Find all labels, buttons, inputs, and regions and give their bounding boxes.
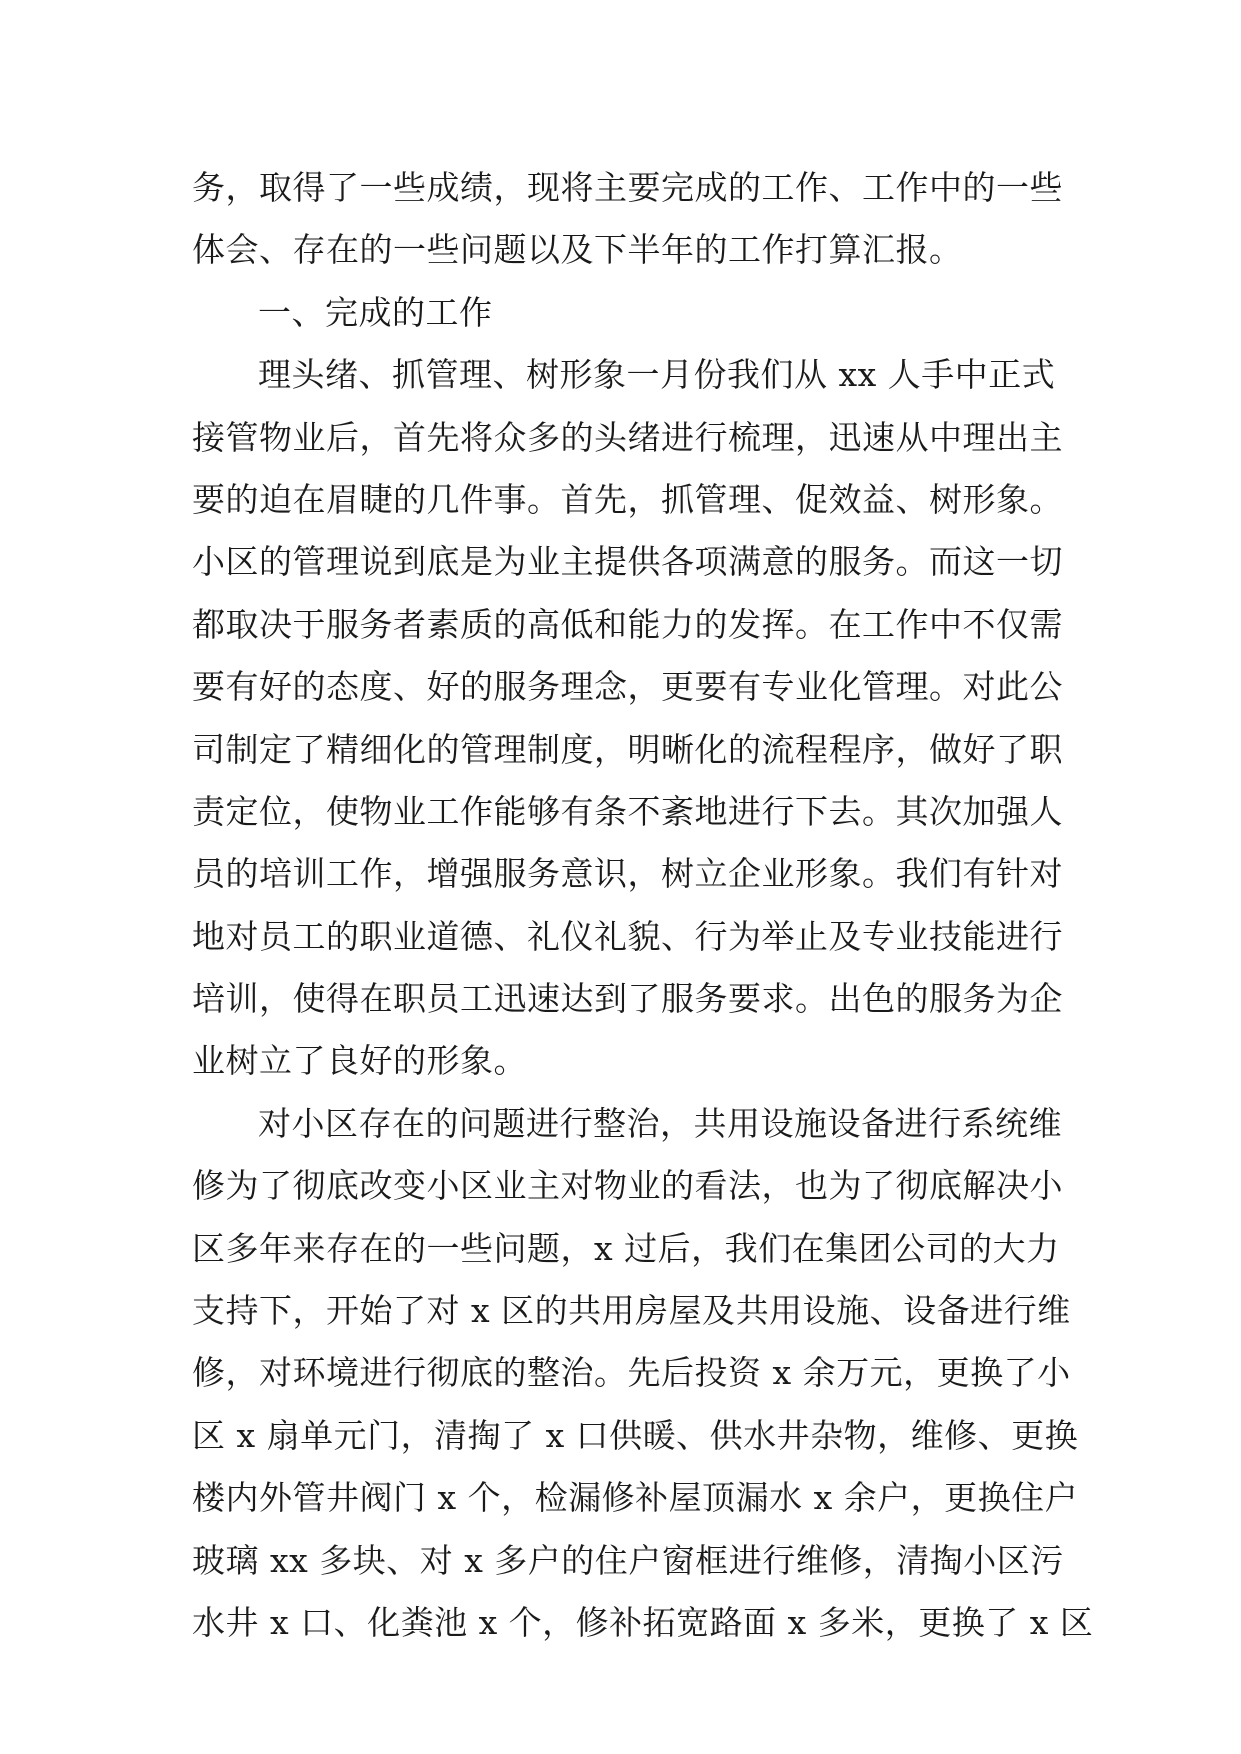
text-line: 区多年来存在的一些问题，x 过后，我们在集团公司的大力 <box>192 1228 1060 1268</box>
text-line: 理头绪、抓管理、树形象一月份我们从 xx 人手中正式 <box>258 355 1056 395</box>
text-line: 员的培训工作，增强服务意识，树立企业形象。我们有针对 <box>192 854 1063 894</box>
text-line: 修，对环境进行彻底的整治。先后投资 x 余万元，更换了小 <box>192 1353 1071 1393</box>
text-line: 区 x 扇单元门，清掏了 x 口供暖、供水井杂物，维修、更换 <box>192 1415 1079 1455</box>
text-line: 体会、存在的一些问题以及下半年的工作打算汇报。 <box>192 230 963 270</box>
text-line: 都取决于服务者素质的高低和能力的发挥。在工作中不仅需 <box>192 604 1063 644</box>
text-line: 司制定了精细化的管理制度，明晰化的流程程序，做好了职 <box>192 729 1063 769</box>
text-line: 楼内外管井阀门 x 个，检漏修补屋顶漏水 x 余户，更换住户 <box>192 1478 1079 1518</box>
text-line: 业树立了良好的形象。 <box>192 1041 527 1081</box>
text-line: 地对员工的职业道德、礼仪礼貌、行为举止及专业技能进行 <box>192 916 1063 956</box>
text-line: 玻璃 xx 多块、对 x 多户的住户窗框进行维修，清掏小区污 <box>192 1540 1064 1580</box>
text-line: 接管物业后，首先将众多的头绪进行梳理，迅速从中理出主 <box>192 417 1063 457</box>
text-line: 培训，使得在职员工迅速达到了服务要求。出色的服务为企 <box>192 979 1063 1019</box>
section-heading: 一、完成的工作 <box>258 292 493 332</box>
text-line: 对小区存在的问题进行整治，共用设施设备进行系统维 <box>258 1103 1062 1143</box>
text-line: 务，取得了一些成绩，现将主要完成的工作、工作中的一些 <box>192 168 1063 207</box>
text-line: 要有好的态度、好的服务理念，更要有专业化管理。对此公 <box>192 667 1063 707</box>
text-line: 责定位，使物业工作能够有条不紊地进行下去。其次加强人 <box>192 791 1063 831</box>
text-line: 修为了彻底改变小区业主对物业的看法，也为了彻底解决小 <box>192 1166 1063 1206</box>
text-line: 支持下，开始了对 x 区的共用房屋及共用设施、设备进行维 <box>192 1291 1071 1331</box>
text-line: 要的迫在眉睫的几件事。首先，抓管理、促效益、树形象。 <box>192 479 1063 519</box>
document-body <box>192 157 1094 1654</box>
text-line: 水井 x 口、化粪池 x 个，修补拓宽路面 x 多米，更换了 x 区 <box>192 1602 1094 1642</box>
text-line: 小区的管理说到底是为业主提供各项满意的服务。而这一切 <box>192 542 1063 582</box>
